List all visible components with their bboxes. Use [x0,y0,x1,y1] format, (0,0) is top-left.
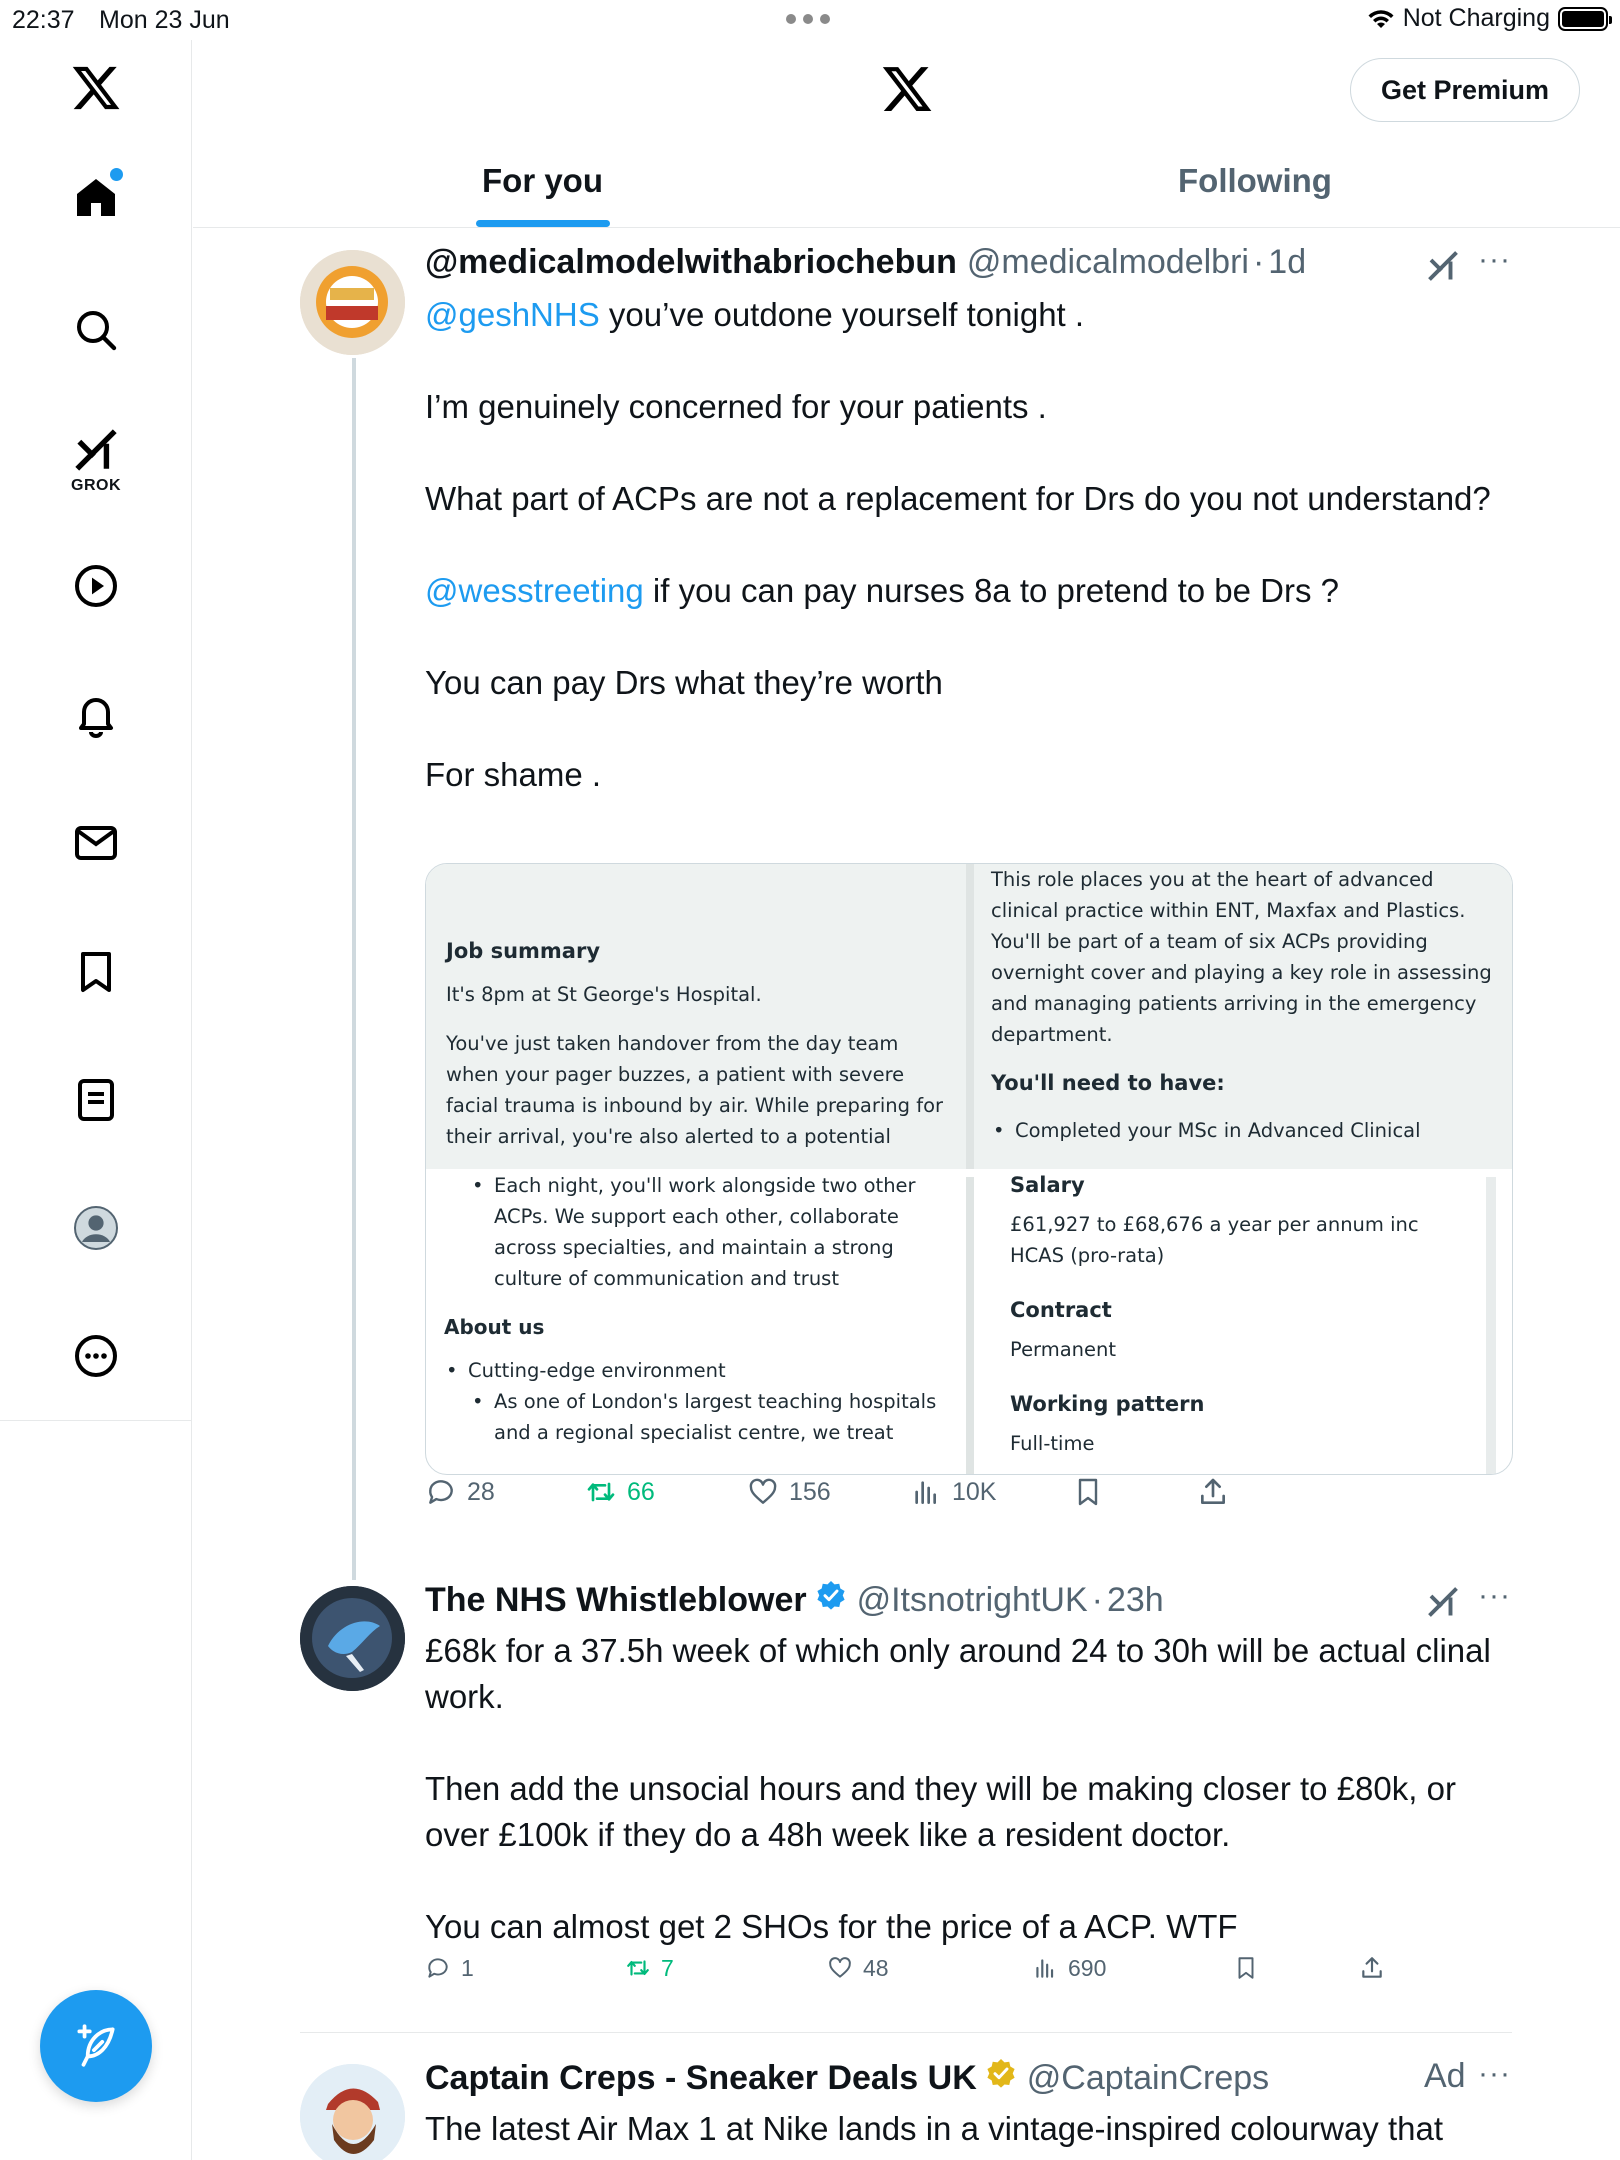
like-button[interactable] [747,1476,831,1508]
share-icon [1197,1476,1229,1508]
mention-link[interactable]: @geshNHS [425,296,600,333]
tab-for-you[interactable]: For you [482,162,603,199]
home-icon [72,174,120,222]
active-tab-indicator [476,220,610,227]
like-count: 48 [863,1954,889,1981]
bookmark-icon [1233,1955,1259,1981]
tweet-timestamp[interactable]: 23h [1106,1581,1164,1619]
author-name[interactable]: The NHS Whistleblower [425,1581,807,1619]
avatar-bearded-man-image [300,2064,405,2160]
timeline-tabs [193,150,1620,228]
view-count: 10K [952,1477,997,1506]
more-options-icon[interactable]: ··· [1478,1579,1511,1612]
like-count: 156 [789,1477,831,1506]
share-button[interactable] [1197,1476,1229,1508]
verified-badge-icon [815,1579,847,1611]
like-button[interactable] [827,1955,889,1982]
bookmark-button[interactable] [1233,1955,1259,1981]
more-options-icon[interactable]: ··· [1478,243,1511,276]
views-button[interactable] [1032,1955,1106,1982]
tweet-divider [300,2032,1512,2033]
notifications-icon [72,690,120,738]
avatar[interactable] [300,250,405,355]
battery-icon [1558,7,1608,31]
views-icon [1032,1955,1058,1981]
compose-button[interactable] [40,1990,152,2102]
more-options-icon[interactable]: ··· [1478,2057,1511,2090]
profile-icon [72,1204,120,1252]
grok-label: GROK [71,477,121,494]
reply-icon [425,1476,457,1508]
media-heading: About us [444,1315,545,1339]
reply-button[interactable] [425,1955,474,1982]
author-handle[interactable]: @medicalmodelbri [966,243,1249,281]
bookmarks-icon [72,948,120,996]
video-icon [72,562,120,610]
retweet-count: 7 [661,1954,674,1981]
retweet-button[interactable] [585,1476,655,1508]
views-icon [910,1476,942,1508]
sidebar-item-home[interactable] [0,174,192,222]
retweet-button[interactable] [625,1955,674,1982]
status-bar [0,0,1620,40]
views-button[interactable] [910,1476,996,1508]
reply-button[interactable] [425,1476,495,1508]
tweet-header [425,2057,1269,2098]
media-heading: Working pattern [1010,1392,1205,1416]
wifi-icon [1367,8,1395,30]
grok-icon [71,425,121,475]
tweet-header: The NHS Whistleblower @ItsnotrightUK · 23h [425,1581,1164,1619]
view-count: 690 [1068,1954,1107,1981]
get-premium-button[interactable]: Get Premium [1350,58,1580,122]
retweet-icon [585,1476,617,1508]
avatar[interactable] [300,1586,405,1691]
sidebar-item-lists[interactable] [0,1076,192,1124]
messages-icon [72,819,120,867]
x-logo-icon [70,62,122,114]
mention-link[interactable]: @wesstreeting [425,572,644,609]
author-handle[interactable]: @CaptainCreps [1026,2059,1270,2097]
grok-icon[interactable] [1425,248,1461,284]
multitasking-dots[interactable] [786,14,830,24]
share-button[interactable] [1359,1955,1385,1981]
author-name[interactable]: @medicalmodelwithabriochebun [425,243,957,281]
verified-gold-badge-icon [985,2057,1017,2089]
avatar-badge-image [300,250,405,355]
media-heading: Job summary [446,939,601,963]
sidebar-item-messages[interactable] [0,819,192,867]
x-header-logo-icon[interactable] [880,62,934,116]
retweet-count: 66 [627,1477,655,1506]
sidebar-item-profile[interactable] [0,1204,192,1252]
sidebar [0,40,192,2160]
tab-following[interactable]: Following [1178,162,1332,199]
author-name[interactable]: Captain Creps - Sneaker Deals UK [425,2059,977,2097]
home-notification-dot [110,168,123,181]
compose-icon [71,2021,121,2071]
sidebar-item-notifications[interactable] [0,690,192,738]
media-heading: Contract [1010,1298,1112,1322]
tweet-text: @geshNHS you’ve outdone yourself tonight . I’m genuinely concerned for your patients . What part of ACPs are not a replacement for Drs do you not understand? @wesstreeting if you can pay nurses 8a to pretend to be Drs ? You can pay Drs what they’re worth For shame . [425,296,1491,793]
reply-count: 28 [467,1477,495,1506]
tweet-text: The latest Air Max 1 at Nike lands in a vintage-inspired colourway that [425,2110,1444,2147]
share-icon [1359,1955,1385,1981]
grok-icon[interactable] [1425,1584,1461,1620]
status-time: 22:37 [12,6,75,34]
avatar[interactable] [300,2064,405,2160]
tweet-timestamp[interactable]: 1d [1268,243,1307,281]
sidebar-divider [0,1420,192,1421]
tweet-text: £68k for a 37.5h week of which only around 24 to 30h will be actual clinal work. Then add the unsocial hours and they will be making closer to £80k, or over £100k if they do a 48h week like a resident doctor. You can almost get 2 SHOs for the price of a ACP. WTF [425,1632,1491,1945]
thread-connector [352,358,356,1580]
media-heading: You'll need to have: [991,1071,1225,1095]
tweet-media-image[interactable]: Job summary It's 8pm at St George's Hospital. You've just taken handover from the day team when your pager buzzes, a patient with severe facial trauma is inbound by air. While preparing for their arrival, you're also alerted to a potential This role places you at the heart of advanced clinical practice within ENT, Maxfax and Plastics. You'll be part of a team of six ACPs providing overnight cover and playing a key role in assessing and managing patients arriving in the emergency department. You'll need to have: • Completed your MSc in Advanced Clinical • Each night, you'll work alongside two other ACPs. We support each other, collaborate across specialties, and maintain a strong culture of communication and trust About us • Cutting-edge environment • As one of London's largest teaching hospitals and a regional specialist centre, we treat Salary £61,927 to £68,676 a year per annum inc HCAS (pro-rata) Contract Permanent Working pattern Full-time [425,863,1513,1475]
search-icon [72,306,120,354]
bookmark-icon [1072,1476,1104,1508]
x-logo[interactable] [0,62,192,114]
sidebar-item-bookmarks[interactable] [0,948,192,996]
like-icon [747,1476,779,1508]
retweet-icon [625,1955,651,1981]
avatar-bird-image [300,1586,405,1691]
lists-icon [72,1076,120,1124]
reply-icon [425,1955,451,1981]
media-heading: Salary [1010,1173,1085,1197]
battery-status-text: Not Charging [1402,4,1550,32]
sidebar-item-video[interactable] [0,562,192,610]
status-date: Mon 23 Jun [99,6,230,34]
more-icon [72,1332,120,1380]
sidebar-item-more[interactable] [0,1332,192,1380]
ad-label: Ad [1424,2057,1466,2095]
bookmark-button[interactable] [1072,1476,1104,1508]
reply-count: 1 [461,1954,474,1981]
author-handle[interactable]: @ItsnotrightUK [856,1581,1088,1619]
tweet-header: @medicalmodelwithabriochebun @medicalmodelbri · 1d [425,243,1307,281]
sidebar-item-explore[interactable] [0,306,192,354]
like-icon [827,1955,853,1981]
sidebar-item-grok[interactable] [0,425,192,495]
